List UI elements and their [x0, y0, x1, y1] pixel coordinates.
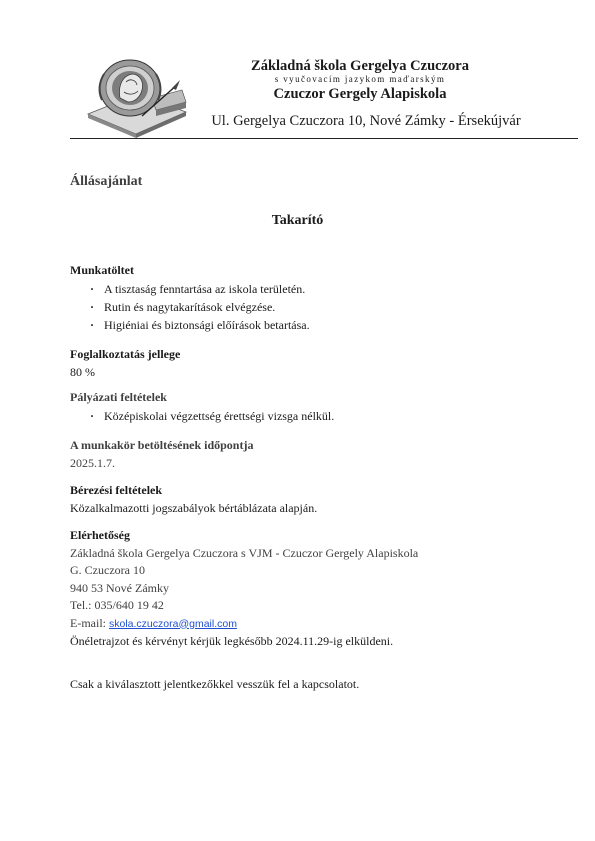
school-subtitle: s vyučovacím jazykom maďarským [274, 74, 446, 84]
salary-value: Közalkalmazotti jogszabályok bértáblázata alapján. [70, 500, 318, 515]
section-title-duties: Munkatöltet [70, 263, 134, 277]
list-item: · A tisztaság fenntartása az iskola területén. [92, 280, 560, 298]
employment-type-value: 80 % [70, 364, 95, 379]
section-requirements [70, 389, 560, 425]
start-date-value: 2025.1.7. [70, 455, 115, 470]
contact-email-link[interactable]: skola.czuczora@gmail.com [109, 617, 237, 630]
list-item: · Higiéniai és biztonsági előírások betartása. [92, 316, 560, 334]
section-title-employment-type: Foglalkoztatás jellege [70, 347, 181, 361]
letterhead [0, 0, 595, 142]
section-salary [70, 482, 560, 517]
job-title-heading: Takarító [271, 213, 324, 228]
section-start-date [70, 437, 560, 472]
duties-list [70, 280, 560, 334]
school-emblem-icon [82, 54, 190, 140]
section-title-start-date: A munkakör betöltésének időpontja [70, 438, 254, 452]
list-item: · Középiskolai végzettség érettségi vizsga nélkül. [92, 407, 560, 425]
section-title-requirements: Pályázati feltételek [70, 390, 167, 404]
school-name-hungarian: Czuczor Gergely Alapiskola [273, 86, 447, 102]
section-employment-type [70, 346, 560, 381]
section-duties [70, 262, 560, 334]
list-item: · Rutin és nagytakarítások elvégzése. [92, 298, 560, 316]
contact-city: 940 53 Nové Zámky [70, 580, 169, 595]
document-type-heading: Állásajánlat [70, 174, 143, 189]
header-divider [70, 138, 578, 139]
contact-email-row [70, 615, 560, 634]
section-title-salary: Bérezési feltételek [70, 483, 163, 497]
requirements-list [70, 407, 560, 425]
contact-phone: Tel.: 035/640 19 42 [70, 598, 164, 612]
school-name-slovak: Základná škola Gergelya Czuczora [251, 58, 469, 74]
contact-street: G. Czuczora 10 [70, 563, 145, 577]
section-title-contact: Elérhetőség [70, 528, 130, 542]
school-address: Ul. Gergelya Czuczora 10, Nové Zámky - Érsekújvár [211, 113, 521, 129]
section-contact [70, 527, 560, 651]
selection-note: Csak a kiválasztott jelentkezőkkel vesszük fel a kapcsolatot. [70, 677, 360, 691]
contact-organization: Základná škola Gergelya Czuczora s VJM - Czuczor Gergely Alapiskola [70, 545, 419, 560]
contact-email-label: E-mail: [70, 615, 109, 630]
application-deadline-note: Önéletrajzot és kérvényt kérjük legkésőbb 2024.11.29-ig elküldeni. [70, 634, 394, 648]
